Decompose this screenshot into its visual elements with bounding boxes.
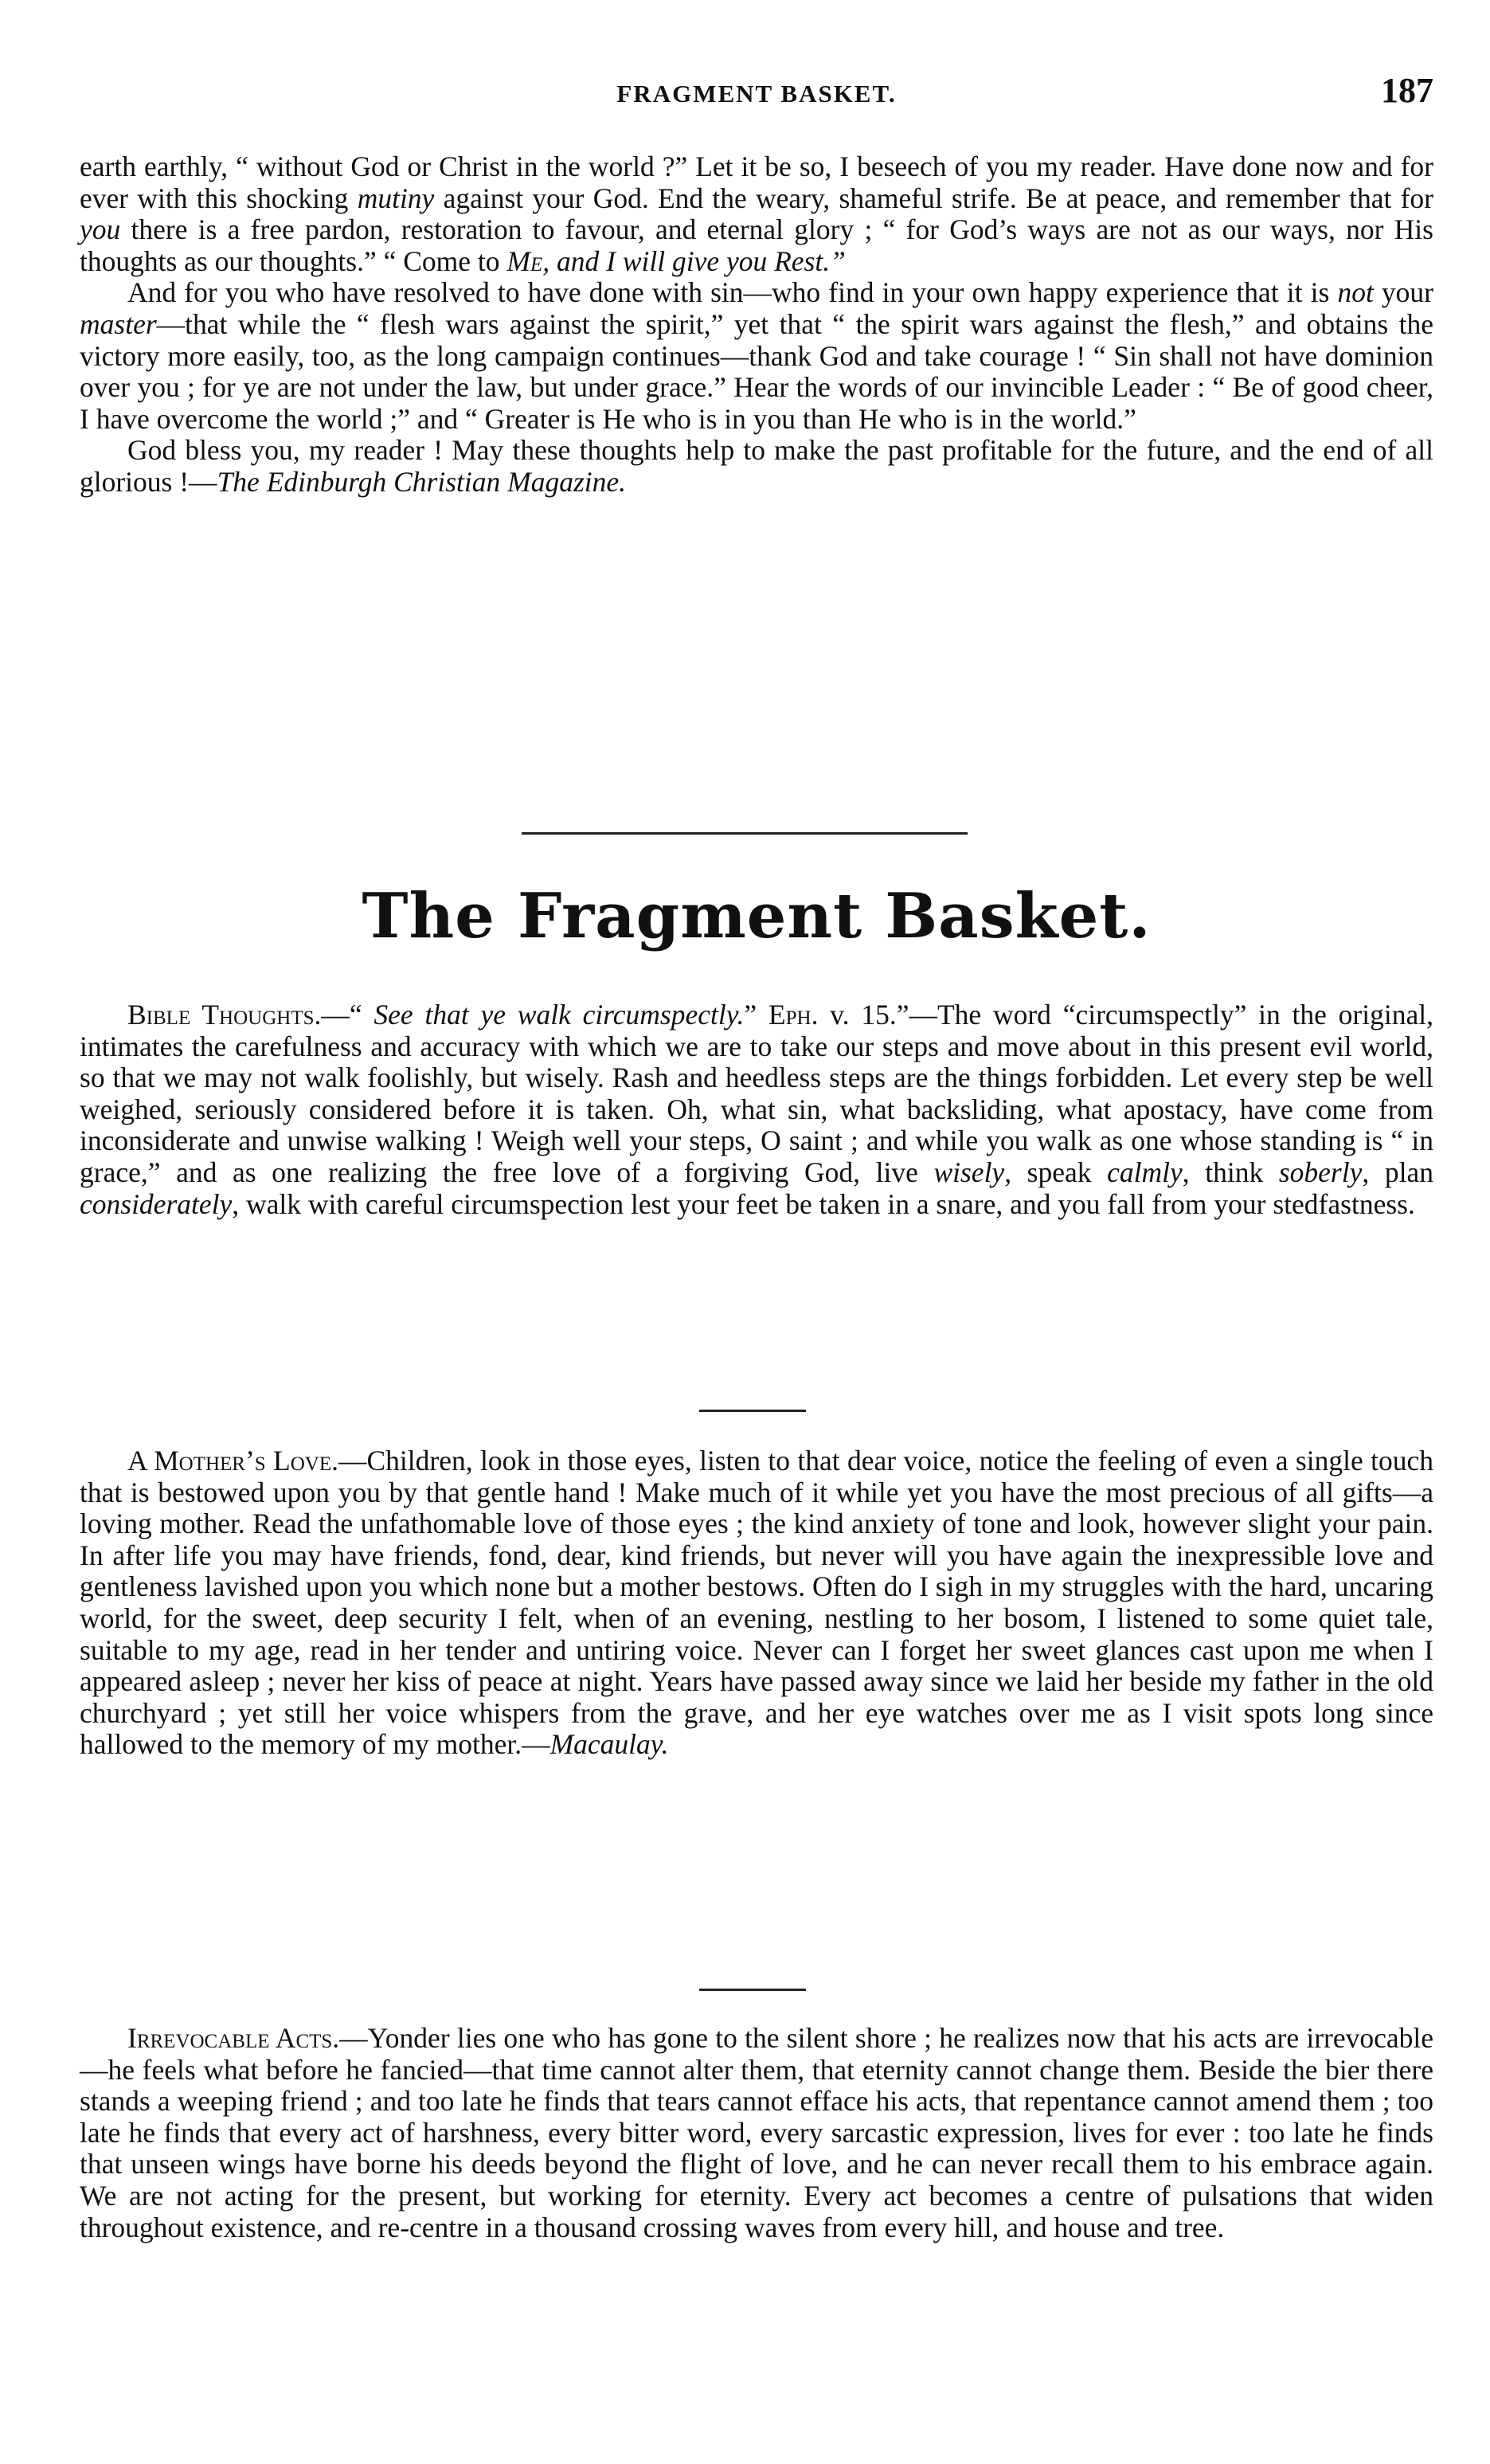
running-head: FRAGMENT BASKET. <box>616 80 897 108</box>
italic-text: you <box>80 213 121 246</box>
text-run: —Yonder lies one who has gone to the silent shore ; he realizes now that his acts are irrevocable—he feels what before he fancied—that time cannot alter them, that eternity cannot change them. Beside the bier there stands a weeping friend ; and too late he finds that tears cannot efface his acts, that repentance cannot amend them ; too late he finds that every act of harshness, every bitter word, every sarcastic expression, lives for ever : too late he finds that unseen wings have borne his deeds beyond the flight of love, and he can never recall them to his embrace again. We are not acting for the present, but working for eternity. Every act becomes a centre of pulsations that widen throughout existence, and re-centre in a thousand crossing waves from every hill, and house and tree. <box>80 2022 1433 2243</box>
text-run: v. 15.”—The word “circumspectly” in the original, intimates the carefulness and accuracy with which we are to take our steps and move about in this present evil world, so that we may not walk foolishly, but wisely. Rash and heedless steps are the things forbidden. Let every step be well weighed, seriously considered before it is taken. Oh, what sin, what backsliding, what apostacy, have come from inconsiderate and unwise walking ! Weigh well your steps, O saint ; and while you walk as one whose standing is “ in grace,” and as one realizing the free love of a forgiving God, live <box>80 999 1433 1188</box>
italic-text: The Edinburgh Christian Magazine. <box>217 465 627 498</box>
closing-article <box>80 151 1433 499</box>
text-run: —“ <box>321 999 374 1031</box>
text-run: A <box>127 1445 154 1476</box>
italic-text: considerately <box>80 1187 233 1220</box>
text-run: ” <box>744 999 768 1031</box>
text-run: , walk with careful circumspection lest your feet be taken in a snare, and you fall from your stedfastness. <box>232 1187 1415 1220</box>
smallcaps-text: Mother’s Love. <box>154 1445 338 1476</box>
paragraph-divider <box>699 1410 806 1412</box>
smallcaps-text: Bible Thoughts. <box>127 999 322 1031</box>
text-run: And for you who have resolved to have done with sin—who find in your own happy experience that it is <box>127 276 1338 309</box>
italic-text: soberly <box>1278 1156 1363 1188</box>
paragraph <box>80 1445 1433 1761</box>
text-run: your <box>1373 276 1433 309</box>
italic-text: wisely <box>933 1156 1005 1188</box>
text-run: —that while the “ flesh wars against the spirit,” yet that “ the spirit wars against the flesh,” and obtains the victory more easily, too, as the long campaign continues—thank God and take courage ! “ Sin shall not have dominion over you ; for ye are not under the law, but under grace.” Hear the words of our invincible Leader : “ Be of good cheer, I have overcome the world ;” and “ Greater is He who is in you than He who is in the world.” <box>80 307 1433 435</box>
italic-text: not <box>1337 276 1374 309</box>
text-run: , speak <box>1004 1156 1108 1188</box>
page-header <box>80 70 1433 118</box>
paragraph <box>80 2023 1433 2243</box>
section-divider <box>522 832 968 835</box>
bible-thoughts-paragraph <box>80 999 1433 1220</box>
text-run: —Children, look in those eyes, listen to that dear voice, notice the feeling of even a single touch that is bestowed upon you by that gentle hand ! Make much of it while yet you have the most precious of all gifts—a loving mother. Read the unfathomable love of those eyes ; the kind anxiety of tone and look, however slight your pain. In after life you may have friends, fond, dear, kind friends, but never will you have again the inexpressible love and gentleness lavished upon you which none but a mother bestows. Often do I sigh in my struggles with the hard, uncaring world, for the sweet, deep security I felt, when of an evening, nestling to her bosom, I listened to some quiet tale, suitable to my age, read in her tender and untiring voice. Never can I forget her sweet glances cast upon me when I appeared asleep ; never her kiss of peace at night. Years have passed away since we laid her beside my father in the old churchyard ; yet still her voice whispers from the grave, and her eye watches over me as I visit spots long since hallowed to the memory of my mother.— <box>80 1445 1433 1761</box>
italic-text: calmly <box>1107 1156 1183 1188</box>
italic-text: Me, <box>506 244 550 277</box>
page-number: 187 <box>1381 71 1433 110</box>
italic-text: Macaulay. <box>549 1728 669 1761</box>
paragraph-divider <box>699 1989 806 1991</box>
text-run: against your God. End the weary, shameful strife. Be at peace, and remember that for <box>434 182 1433 214</box>
text-run: God bless you, my reader ! May these thoughts help to make the past profitable for the future, and the end of all glorious !— <box>80 434 1433 498</box>
smallcaps-text: Eph. <box>768 999 819 1031</box>
paragraph <box>80 435 1433 498</box>
mothers-love-paragraph <box>80 1445 1433 1761</box>
irrevocable-acts-paragraph <box>80 2023 1433 2243</box>
paragraph <box>80 151 1433 277</box>
text-run: there is a free pardon, restoration to favour, and eternal glory ; “ for God’s ways are not as our ways, nor His thoughts as our thoughts.” “ Come to <box>80 213 1433 277</box>
italic-text: mutiny <box>357 182 435 214</box>
italic-text: and I will give you Rest.” <box>549 244 846 277</box>
paragraph <box>80 999 1433 1220</box>
italic-text: master <box>80 307 157 340</box>
text-run: , plan <box>1362 1156 1433 1188</box>
text-run: , think <box>1182 1156 1279 1188</box>
paragraph <box>80 277 1433 435</box>
italic-text: See that ye walk circumspectly. <box>373 999 745 1031</box>
text-run: earth earthly, “ without God or Christ in the world ?” Let it be so, I beseech of you my reader. Have done now and for ever with this shocking <box>80 151 1433 214</box>
section-title: The Fragment Basket. <box>362 880 1152 952</box>
smallcaps-text: Irrevocable Acts. <box>127 2022 340 2054</box>
